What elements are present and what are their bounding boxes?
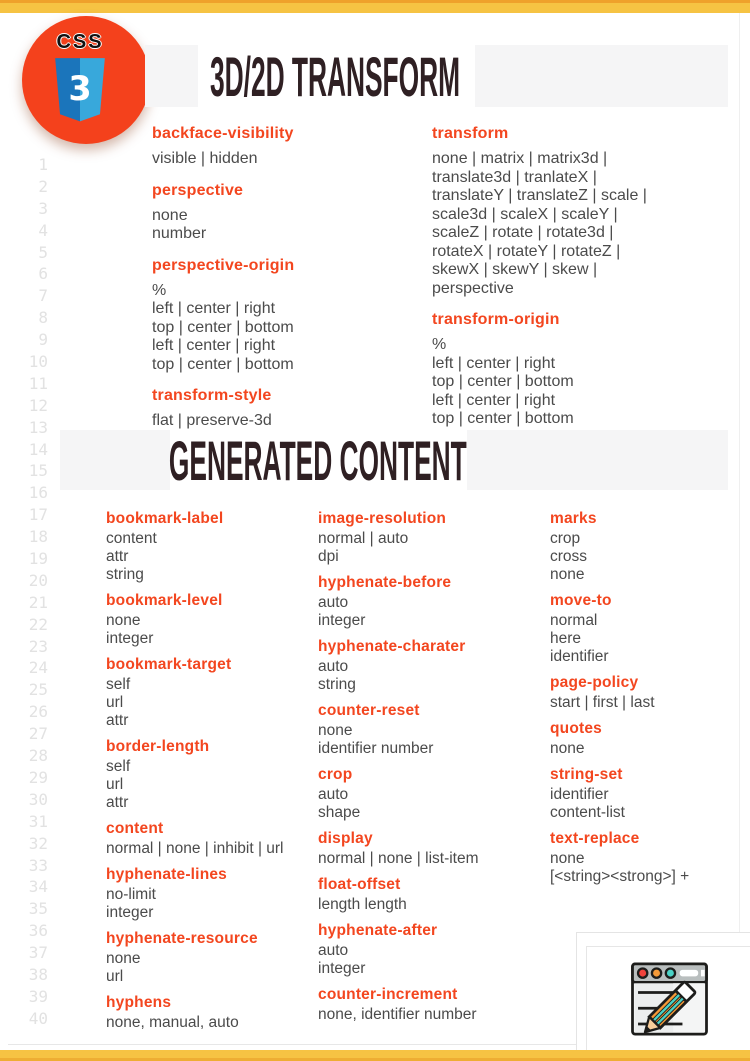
property-name: quotes (550, 720, 603, 737)
section-title-text: GENERATED CONTENT (169, 428, 467, 492)
property-group (152, 181, 417, 244)
property-value: integer (106, 630, 154, 647)
line-number: 25 (28, 680, 48, 700)
property-group (550, 830, 745, 886)
property-value: left | center | right (152, 337, 276, 354)
property-group (550, 674, 745, 712)
property-value: no-limit (106, 886, 156, 903)
line-numbers (16, 154, 48, 1030)
property-value: auto (318, 942, 349, 959)
property-group (318, 922, 543, 978)
property-name: backface-visibility (152, 125, 294, 142)
property-name: hyphens (106, 994, 172, 1011)
property-value: identifier (550, 648, 609, 665)
line-number: 22 (28, 614, 48, 634)
line-number: 37 (28, 943, 48, 963)
line-number: 12 (28, 395, 48, 415)
line-number: 4 (38, 220, 48, 240)
line-number: 21 (28, 592, 48, 612)
line-number: 30 (28, 789, 48, 809)
property-name: transform-origin (432, 311, 560, 328)
line-number: 17 (28, 505, 48, 525)
property-value: string (106, 566, 144, 583)
property-value: integer (318, 960, 366, 977)
property-group (550, 720, 745, 758)
property-name: marks (550, 510, 597, 527)
generated-content-column-3 (550, 510, 745, 894)
property-group (550, 766, 745, 822)
page-bottom-edge (8, 1044, 576, 1045)
property-name: counter-increment (318, 986, 458, 1003)
property-value: top | center | bottom (432, 373, 574, 390)
property-name: content (106, 820, 164, 837)
property-group (152, 386, 417, 431)
property-value: rotateX | rotateY | rotateZ | (432, 242, 621, 260)
line-number: 27 (28, 724, 48, 744)
line-number: 32 (28, 833, 48, 853)
line-number: 3 (38, 198, 48, 218)
property-value: none (106, 612, 141, 629)
property-name: transform-style (152, 387, 272, 404)
property-value: number (152, 225, 207, 242)
line-number: 28 (28, 746, 48, 766)
property-name: page-policy (550, 674, 639, 691)
line-number: 36 (28, 921, 48, 941)
property-name: move-to (550, 592, 612, 609)
property-value: translate3d | tranlateX | (432, 168, 597, 186)
property-value: scale3d | scaleX | scaleY | (432, 205, 618, 223)
css3-shield-number: 3 (68, 69, 92, 109)
property-value: none (106, 950, 141, 967)
property-value: attr (106, 548, 129, 565)
property-group (106, 738, 321, 812)
property-value: shape (318, 804, 361, 821)
property-group (318, 702, 543, 758)
property-group (106, 510, 321, 584)
property-name: hyphenate-lines (106, 866, 227, 883)
property-value: crop (550, 530, 581, 547)
property-value: content-list (550, 804, 625, 821)
property-name: text-replace (550, 830, 640, 847)
property-name: perspective-origin (152, 256, 295, 274)
property-group (432, 124, 707, 298)
property-value: translateY | translateZ | scale | (432, 187, 647, 204)
property-value: normal | none | inhibit | url (106, 840, 284, 857)
line-number: 5 (38, 242, 48, 262)
transform-column-1 (152, 124, 417, 443)
property-value: identifier (550, 786, 609, 803)
property-value: none (550, 740, 585, 757)
property-value: cross (550, 548, 588, 565)
property-name: float-offset (318, 876, 401, 893)
property-value: url (106, 694, 124, 711)
property-value: perspective (432, 279, 514, 297)
header-deco-rect (475, 45, 728, 107)
property-value: none | matrix | matrix3d | (432, 150, 608, 167)
property-value: % (432, 336, 447, 353)
line-number: 24 (28, 658, 48, 678)
property-value: none, manual, auto (106, 1014, 239, 1031)
property-value: none (152, 206, 188, 224)
line-number: 13 (28, 417, 48, 437)
css3-shield-icon (53, 58, 107, 122)
property-name: transform (432, 125, 509, 142)
section-title-transform (160, 45, 510, 107)
line-number: 1 (38, 155, 48, 174)
property-value: identifier number (318, 740, 434, 757)
property-value: auto (318, 658, 349, 675)
property-name: bookmark-target (106, 656, 232, 673)
property-value: url (106, 776, 124, 793)
property-name: hyphenate-before (318, 574, 452, 591)
top-frame-bar (0, 0, 750, 13)
line-number: 23 (28, 636, 48, 656)
line-number: 9 (38, 330, 48, 350)
line-number: 26 (28, 702, 48, 722)
property-value: skewX | skewY | skew | (432, 261, 598, 278)
line-number: 33 (28, 855, 48, 875)
property-value: string (318, 676, 356, 693)
property-value: integer (106, 904, 154, 921)
property-value: none, identifier number (318, 1006, 477, 1023)
property-value: top | center | bottom (152, 318, 294, 336)
property-name: perspective (152, 181, 244, 199)
css3-logo (22, 16, 150, 144)
property-name: hyphenate-charater (318, 638, 466, 655)
property-value: attr (106, 712, 129, 729)
property-group (318, 574, 543, 630)
property-group (318, 766, 543, 822)
line-number: 40 (28, 1008, 48, 1028)
property-value: attr (106, 794, 129, 811)
property-group (106, 820, 321, 858)
property-value: content (106, 530, 157, 547)
property-value: self (106, 676, 131, 693)
property-value: auto (318, 786, 349, 803)
property-value: auto (318, 594, 349, 611)
property-group (432, 310, 707, 429)
bottom-frame-bar (0, 1050, 750, 1061)
property-group (318, 986, 543, 1024)
property-value: none (550, 850, 585, 867)
property-name: display (318, 830, 373, 847)
property-value: self (106, 758, 131, 775)
property-group (152, 124, 417, 169)
property-group (106, 656, 321, 730)
header-deco-rect (467, 430, 728, 490)
line-number: 18 (28, 527, 48, 547)
property-name: border-length (106, 738, 210, 755)
line-number: 7 (38, 286, 48, 306)
property-name: bookmark-label (106, 510, 224, 527)
property-group (318, 638, 543, 694)
transform-column-2 (432, 124, 707, 441)
property-value: normal (550, 612, 598, 629)
css-logo-wordmark: CSS (56, 31, 104, 53)
property-name: bookmark-level (106, 592, 223, 609)
property-group (152, 256, 417, 375)
property-value: left | center | right (432, 354, 556, 372)
browser-edit-icon (630, 962, 709, 1036)
property-value: here (550, 630, 582, 647)
line-number: 35 (28, 899, 48, 919)
property-value: normal | auto (318, 530, 409, 547)
property-value: % (152, 281, 167, 299)
property-name: image-resolution (318, 510, 447, 527)
property-value: dpi (318, 548, 339, 565)
property-name: counter-reset (318, 702, 420, 719)
property-value: none (318, 722, 353, 739)
line-number: 39 (28, 986, 48, 1006)
line-number: 15 (28, 461, 48, 481)
property-value: [<string><strong>] + (550, 868, 690, 885)
property-group (318, 876, 543, 914)
property-value: flat | preserve-3d (152, 412, 272, 429)
property-group (318, 830, 543, 868)
property-value: url (106, 968, 124, 985)
line-number: 31 (28, 811, 48, 831)
line-number: 16 (28, 483, 48, 503)
line-number: 29 (28, 767, 48, 787)
property-group (318, 510, 543, 566)
property-group (106, 592, 321, 648)
generated-content-column-1 (106, 510, 321, 1040)
property-name: crop (318, 766, 353, 783)
line-number: 34 (28, 877, 48, 897)
property-group (106, 866, 321, 922)
property-value: none (550, 566, 585, 583)
property-name: string-set (550, 766, 623, 783)
property-value: visible | hidden (152, 150, 258, 167)
property-value: length length (318, 896, 407, 913)
line-number: 11 (28, 373, 48, 393)
property-value: normal | none | list-item (318, 850, 479, 867)
section-title-generated-content (148, 429, 488, 491)
line-number: 19 (28, 549, 48, 569)
property-value: top | center | bottom (152, 355, 294, 373)
property-value: integer (318, 612, 366, 629)
property-value: scaleZ | rotate | rotate3d | (432, 224, 614, 241)
generated-content-column-2 (318, 510, 543, 1032)
property-name: hyphenate-after (318, 922, 438, 939)
line-number: 6 (38, 264, 48, 284)
property-group (106, 930, 321, 986)
line-number: 14 (28, 439, 48, 459)
property-value: top | center | bottom (432, 410, 574, 427)
section-title-text: 3D/2D TRANSFORM (209, 44, 461, 108)
line-number: 38 (28, 964, 48, 984)
line-number: 20 (28, 570, 48, 590)
property-value: start | first | last (550, 694, 655, 711)
property-group (550, 510, 745, 584)
property-group (550, 592, 745, 666)
property-group (106, 994, 321, 1032)
line-number: 8 (38, 308, 48, 328)
line-number: 10 (28, 352, 48, 372)
property-name: hyphenate-resource (106, 930, 258, 947)
property-value: left | center | right (432, 391, 556, 409)
line-number: 2 (38, 176, 48, 196)
property-value: left | center | right (152, 300, 276, 317)
